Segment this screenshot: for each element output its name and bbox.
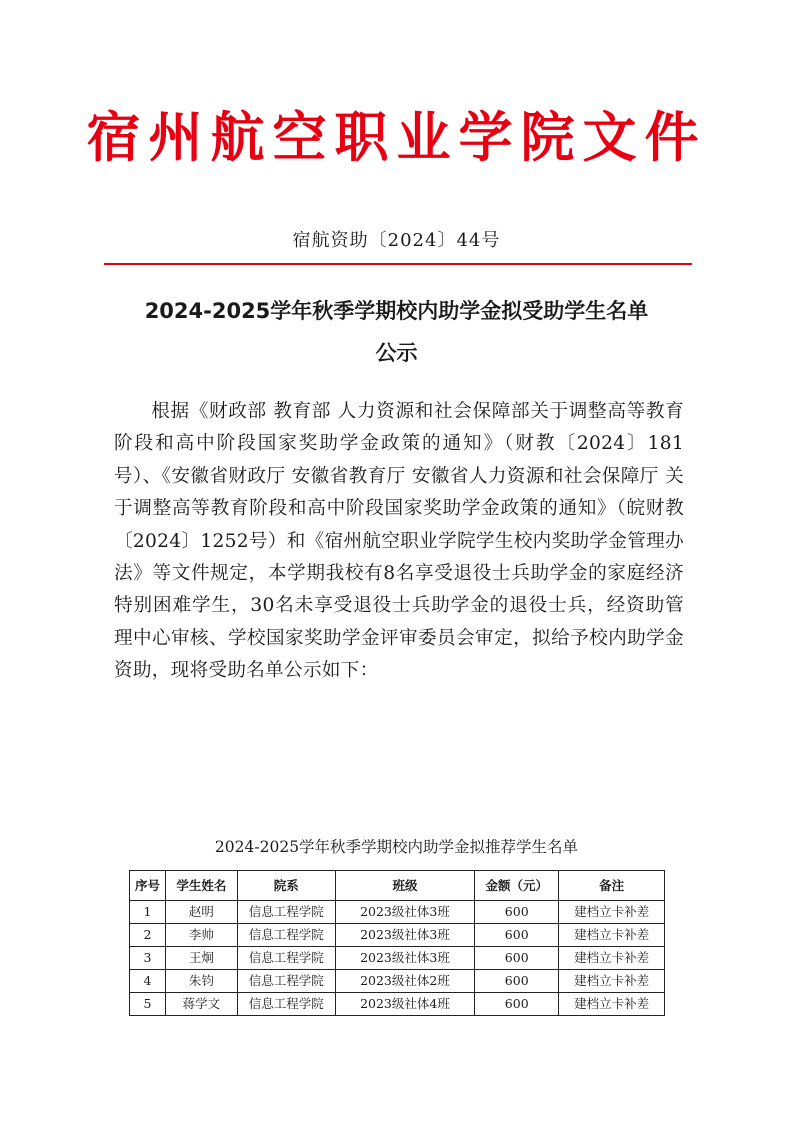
header-cell-index: 序号 <box>130 871 166 901</box>
cell-class: 2023级社体3班 <box>335 924 475 947</box>
cell-amount: 600 <box>475 947 559 970</box>
cell-amount: 600 <box>475 924 559 947</box>
notice-body-paragraph: 根据《财政部 教育部 人力资源和社会保障部关于调整高等教育阶段和高中阶段国家奖助学金政策的通知》（财教〔2024〕181号）、《安徽省财政厅 安徽省教育厅 安徽省人力资源和社会保障厅 关于调整高等教育阶段和高中阶段国家奖助学金政策的通知》（皖财教〔2024〕1252号）和《宿州航空职业学院学生校内奖助学金管理办法》等文件规定，本学期我校有8名享受退役士兵助学金的家庭经济特别困难学生，30名未享受退役士兵助学金的退役士兵，经资助管理中心审核、学校国家奖助学金评审委员会审定，拟给予校内助学金资助，现将受助名单公示如下： <box>114 401 684 682</box>
cell-amount: 600 <box>475 970 559 993</box>
cell-remark: 建档立卡补差 <box>559 901 665 924</box>
table-header-row <box>130 871 665 901</box>
notice-title <box>110 290 683 374</box>
cell-class: 2023级社体2班 <box>335 970 475 993</box>
cell-remark: 建档立卡补差 <box>559 947 665 970</box>
cell-index: 1 <box>130 901 166 924</box>
header-cell-name: 学生姓名 <box>165 871 237 901</box>
notice-title-line2: 公示 <box>375 341 418 365</box>
notice-title-line1: 2024-2025学年秋季学期校内助学金拟受助学生名单 <box>144 299 649 323</box>
table-row <box>130 970 665 993</box>
cell-name: 李帅 <box>165 924 237 947</box>
cell-index: 2 <box>130 924 166 947</box>
cell-department: 信息工程学院 <box>237 993 335 1016</box>
table-caption: 2024-2025学年秋季学期校内助学金拟推荐学生名单 <box>214 838 579 856</box>
cell-name: 蒋学文 <box>165 993 237 1016</box>
cell-amount: 600 <box>475 901 559 924</box>
cell-department: 信息工程学院 <box>237 901 335 924</box>
table-row <box>130 901 665 924</box>
cell-index: 5 <box>130 993 166 1016</box>
cell-department: 信息工程学院 <box>237 970 335 993</box>
cell-class: 2023级社体4班 <box>335 993 475 1016</box>
cell-name: 王炯 <box>165 947 237 970</box>
cell-remark: 建档立卡补差 <box>559 970 665 993</box>
cell-remark: 建档立卡补差 <box>559 924 665 947</box>
cell-department: 信息工程学院 <box>237 947 335 970</box>
cell-class: 2023级社体3班 <box>335 947 475 970</box>
cell-remark: 建档立卡补差 <box>559 993 665 1016</box>
header-divider <box>104 263 692 265</box>
cell-department: 信息工程学院 <box>237 924 335 947</box>
cell-index: 4 <box>130 970 166 993</box>
header-cell-department: 院系 <box>237 871 335 901</box>
header-cell-amount: 金额（元） <box>475 871 559 901</box>
header-cell-remark: 备注 <box>559 871 665 901</box>
document-number: 宿航资助〔2024〕44号 <box>292 230 501 251</box>
header-cell-class: 班级 <box>335 871 475 901</box>
cell-name: 赵明 <box>165 901 237 924</box>
table-row <box>130 947 665 970</box>
table-row <box>130 924 665 947</box>
cell-class: 2023级社体3班 <box>335 901 475 924</box>
cell-amount: 600 <box>475 993 559 1016</box>
student-list-table <box>129 870 665 1016</box>
cell-name: 朱钧 <box>165 970 237 993</box>
cell-index: 3 <box>130 947 166 970</box>
document-header-title: 宿州航空职业学院文件 <box>86 106 707 169</box>
table-row <box>130 993 665 1016</box>
